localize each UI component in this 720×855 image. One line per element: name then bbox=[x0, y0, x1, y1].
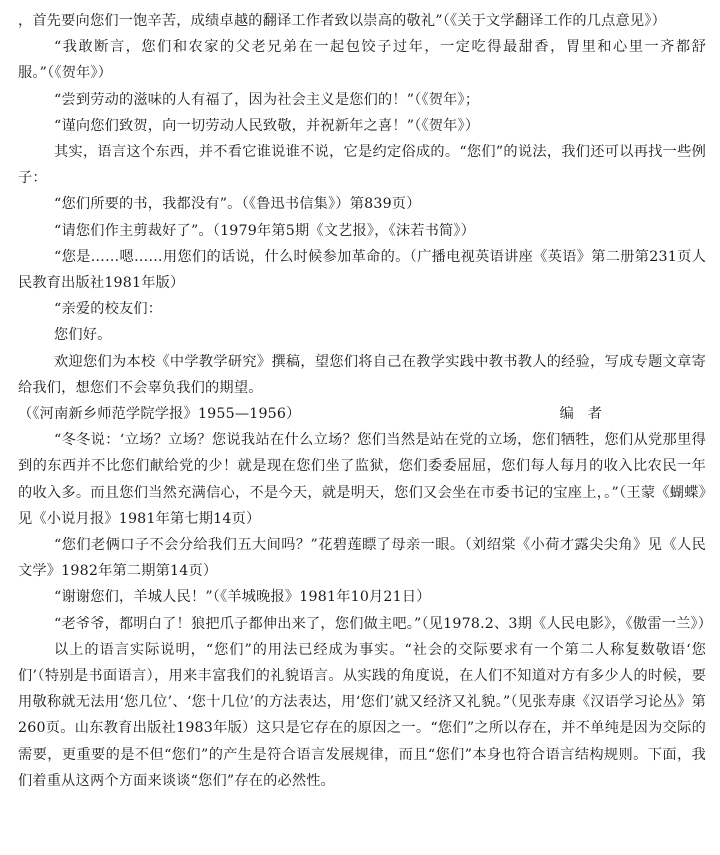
source-line bbox=[18, 401, 706, 427]
paragraph: “您们所要的书，我都没有”。（《鲁迅书信集》）第839页） bbox=[54, 196, 421, 213]
paragraph: 其实，语言这个东西，并不看它谁说谁不说，它是约定俗成的。“您们”的说法，我们还可以再找一些例子： bbox=[18, 144, 706, 187]
paragraph: “尝到劳动的滋味的人有福了，因为社会主义是您们的！”（《贺年》； bbox=[54, 91, 480, 108]
paragraph: 以上的语言实际说明，“您们”的用法已经成为事实。“社会的交际要求有一个第二人称复数敬语‘您们’（特别是书面语言），用来丰富我们的礼貌语言。从实践的角度说，在人们不知道对方有多少人的时候，要用敬称就无法用‘您几位’、‘您十几位’的方法表达，用‘您们’就又经济又礼貌。”（见张寿康《汉语学习论丛》第260页。山东教育出版社1983年版）这只是它存在的原因之一。“您们”之所以存在，并不单纯是因为交际的需要，更重要的是不但“您们”的产生是符合语言发展规律，而且“您们”本身也符合语言结构规则。下面，我们着重从这两个方面来谈谈“您们”存在的必然性。 bbox=[18, 641, 706, 789]
paragraph: ，首先要向您们一饱辛苦，成绩卓越的翻译工作者致以崇高的敬礼”（《关于文学翻译工作的几点意见》） bbox=[18, 13, 666, 29]
source-citation: （《河南新乡师范学院学报》1955—1956） bbox=[18, 406, 301, 423]
paragraph: “谢谢您们，羊城人民！”（《羊城晚报》1981年10月21日） bbox=[54, 589, 431, 606]
paragraph: “您是……嗯……用您们的话说，什么时候参加革命的。（广播电视英语讲座《英语》第二册第231页人民教育出版社1981年版） bbox=[18, 248, 706, 292]
paragraph: “我敢断言，您们和农家的父老兄弟在一起包饺子过年，一定吃得最甜香，胃里和心里一齐都舒服。”（《贺年》） bbox=[18, 39, 706, 82]
paragraph: “您们老俩口子不会分给我们五大间吗？”花碧莲瞟了母亲一眼。（刘绍棠《小荷才露尖尖角》见《人民文学》1982年第二期第14页） bbox=[18, 537, 706, 580]
paragraph: “老爷爷，都明白了！狼把爪子都伸出来了，您们做主吧。”（见1978.2、3期《人民电影》，《傲雷一兰》） bbox=[54, 615, 713, 632]
paragraph: “冬冬说：‘立场？立场？您说我站在什么立场？您们当然是站在党的立场，您们牺牲，您们从党那里得到的东西并不比您们献给党的少！就是现在您们坐了监狱，您们委委屈屈，您们每人每月的收入比农民一年的收入多。而且您们当然充满信心，不是今天，就是明天，您们又会坐在市委书记的宝座上，。”（王蒙《蝴蝶》见《小说月报》1981年第七期14页） bbox=[18, 432, 706, 527]
paragraph: “谨向您们致贺，向一切劳动人民致敬，并祝新年之喜！”（《贺年》） bbox=[54, 117, 480, 134]
paragraph: “亲爱的校友们： bbox=[54, 301, 163, 318]
paragraph: 欢迎您们为本校《中学教学研究》撰稿，望您们将自己在教学实践中教书教人的经验，写成专题文章寄给我们，想您们不会辜负我们的期望。 bbox=[18, 353, 706, 396]
paragraph: “请您们作主剪裁好了”。（1979年第5期《文艺报》，《沫若书简》） bbox=[54, 222, 476, 239]
paragraph: 您们好。 bbox=[54, 327, 112, 344]
editor-signature: 编者 bbox=[559, 406, 616, 423]
